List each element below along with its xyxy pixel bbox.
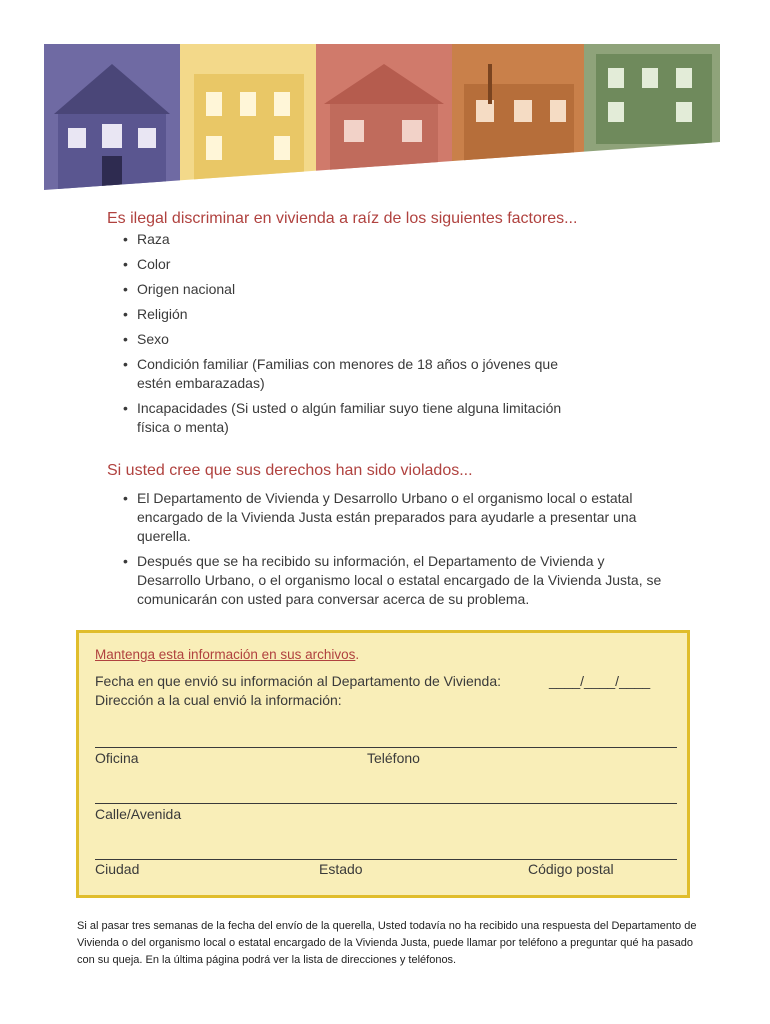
list-item: • Origen nacional	[123, 280, 593, 299]
records-box	[76, 630, 690, 898]
rights-list	[123, 489, 663, 609]
city-label: Ciudad	[95, 861, 140, 877]
street-line[interactable]	[95, 803, 677, 804]
list-item: • Raza	[123, 230, 593, 249]
list-item: • Color	[123, 255, 593, 274]
address-label: Dirección a la cual envió la información:	[95, 692, 342, 708]
list-item: • Sexo	[123, 330, 593, 349]
city-line[interactable]	[95, 859, 677, 860]
section2-title: Si usted cree que sus derechos han sido violados...	[107, 462, 473, 479]
list-item: • Condición familiar (Familias con menores de 18 años o jóvenes que estén embarazadas)	[123, 355, 593, 393]
office-label: Oficina	[95, 750, 139, 766]
list-item: • El Departamento de Vivienda y Desarrollo Urbano o el organismo local o estatal encargado de la Vivienda Justa están preparados para ayudarle a presentar una querella.	[123, 489, 663, 546]
state-label: Estado	[319, 861, 363, 877]
date-label: Fecha en que envió su información al Departamento de Vivienda:	[95, 673, 501, 689]
street-label: Calle/Avenida	[95, 806, 182, 822]
factors-list	[123, 230, 593, 437]
houses-banner-image	[44, 44, 720, 190]
date-blank[interactable]: ____/____/____	[549, 673, 651, 689]
office-line[interactable]	[95, 747, 677, 748]
list-item: • Incapacidades (Si usted o algún familiar suyo tiene alguna limitación física o menta)	[123, 399, 593, 437]
section1-title: Es ilegal discriminar en vivienda a raíz de los siguientes factores...	[107, 210, 578, 227]
list-item: • Después que se ha recibido su información, el Departamento de Vivienda y Desarrollo Urbano, o el organismo local o estatal encargado de la Vivienda Justa, se comunicarán con usted para conversar acerca de su problema.	[123, 552, 663, 609]
list-item: • Religión	[123, 305, 593, 324]
footer-note: Si al pasar tres semanas de la fecha del envío de la querella, Usted todavía no ha recibido una respuesta del Departamento de Vivienda o del organismo local o estatal encargado de la Vivienda Justa, puede llamar por teléfono a preguntar qué ha pasado con su queja. En la última página podrá ver la lista de direcciones y teléfonos.	[77, 920, 697, 966]
zip-label: Código postal	[528, 861, 614, 877]
records-heading: Mantenga esta información en sus archivos.	[95, 647, 360, 662]
phone-label: Teléfono	[367, 750, 420, 766]
